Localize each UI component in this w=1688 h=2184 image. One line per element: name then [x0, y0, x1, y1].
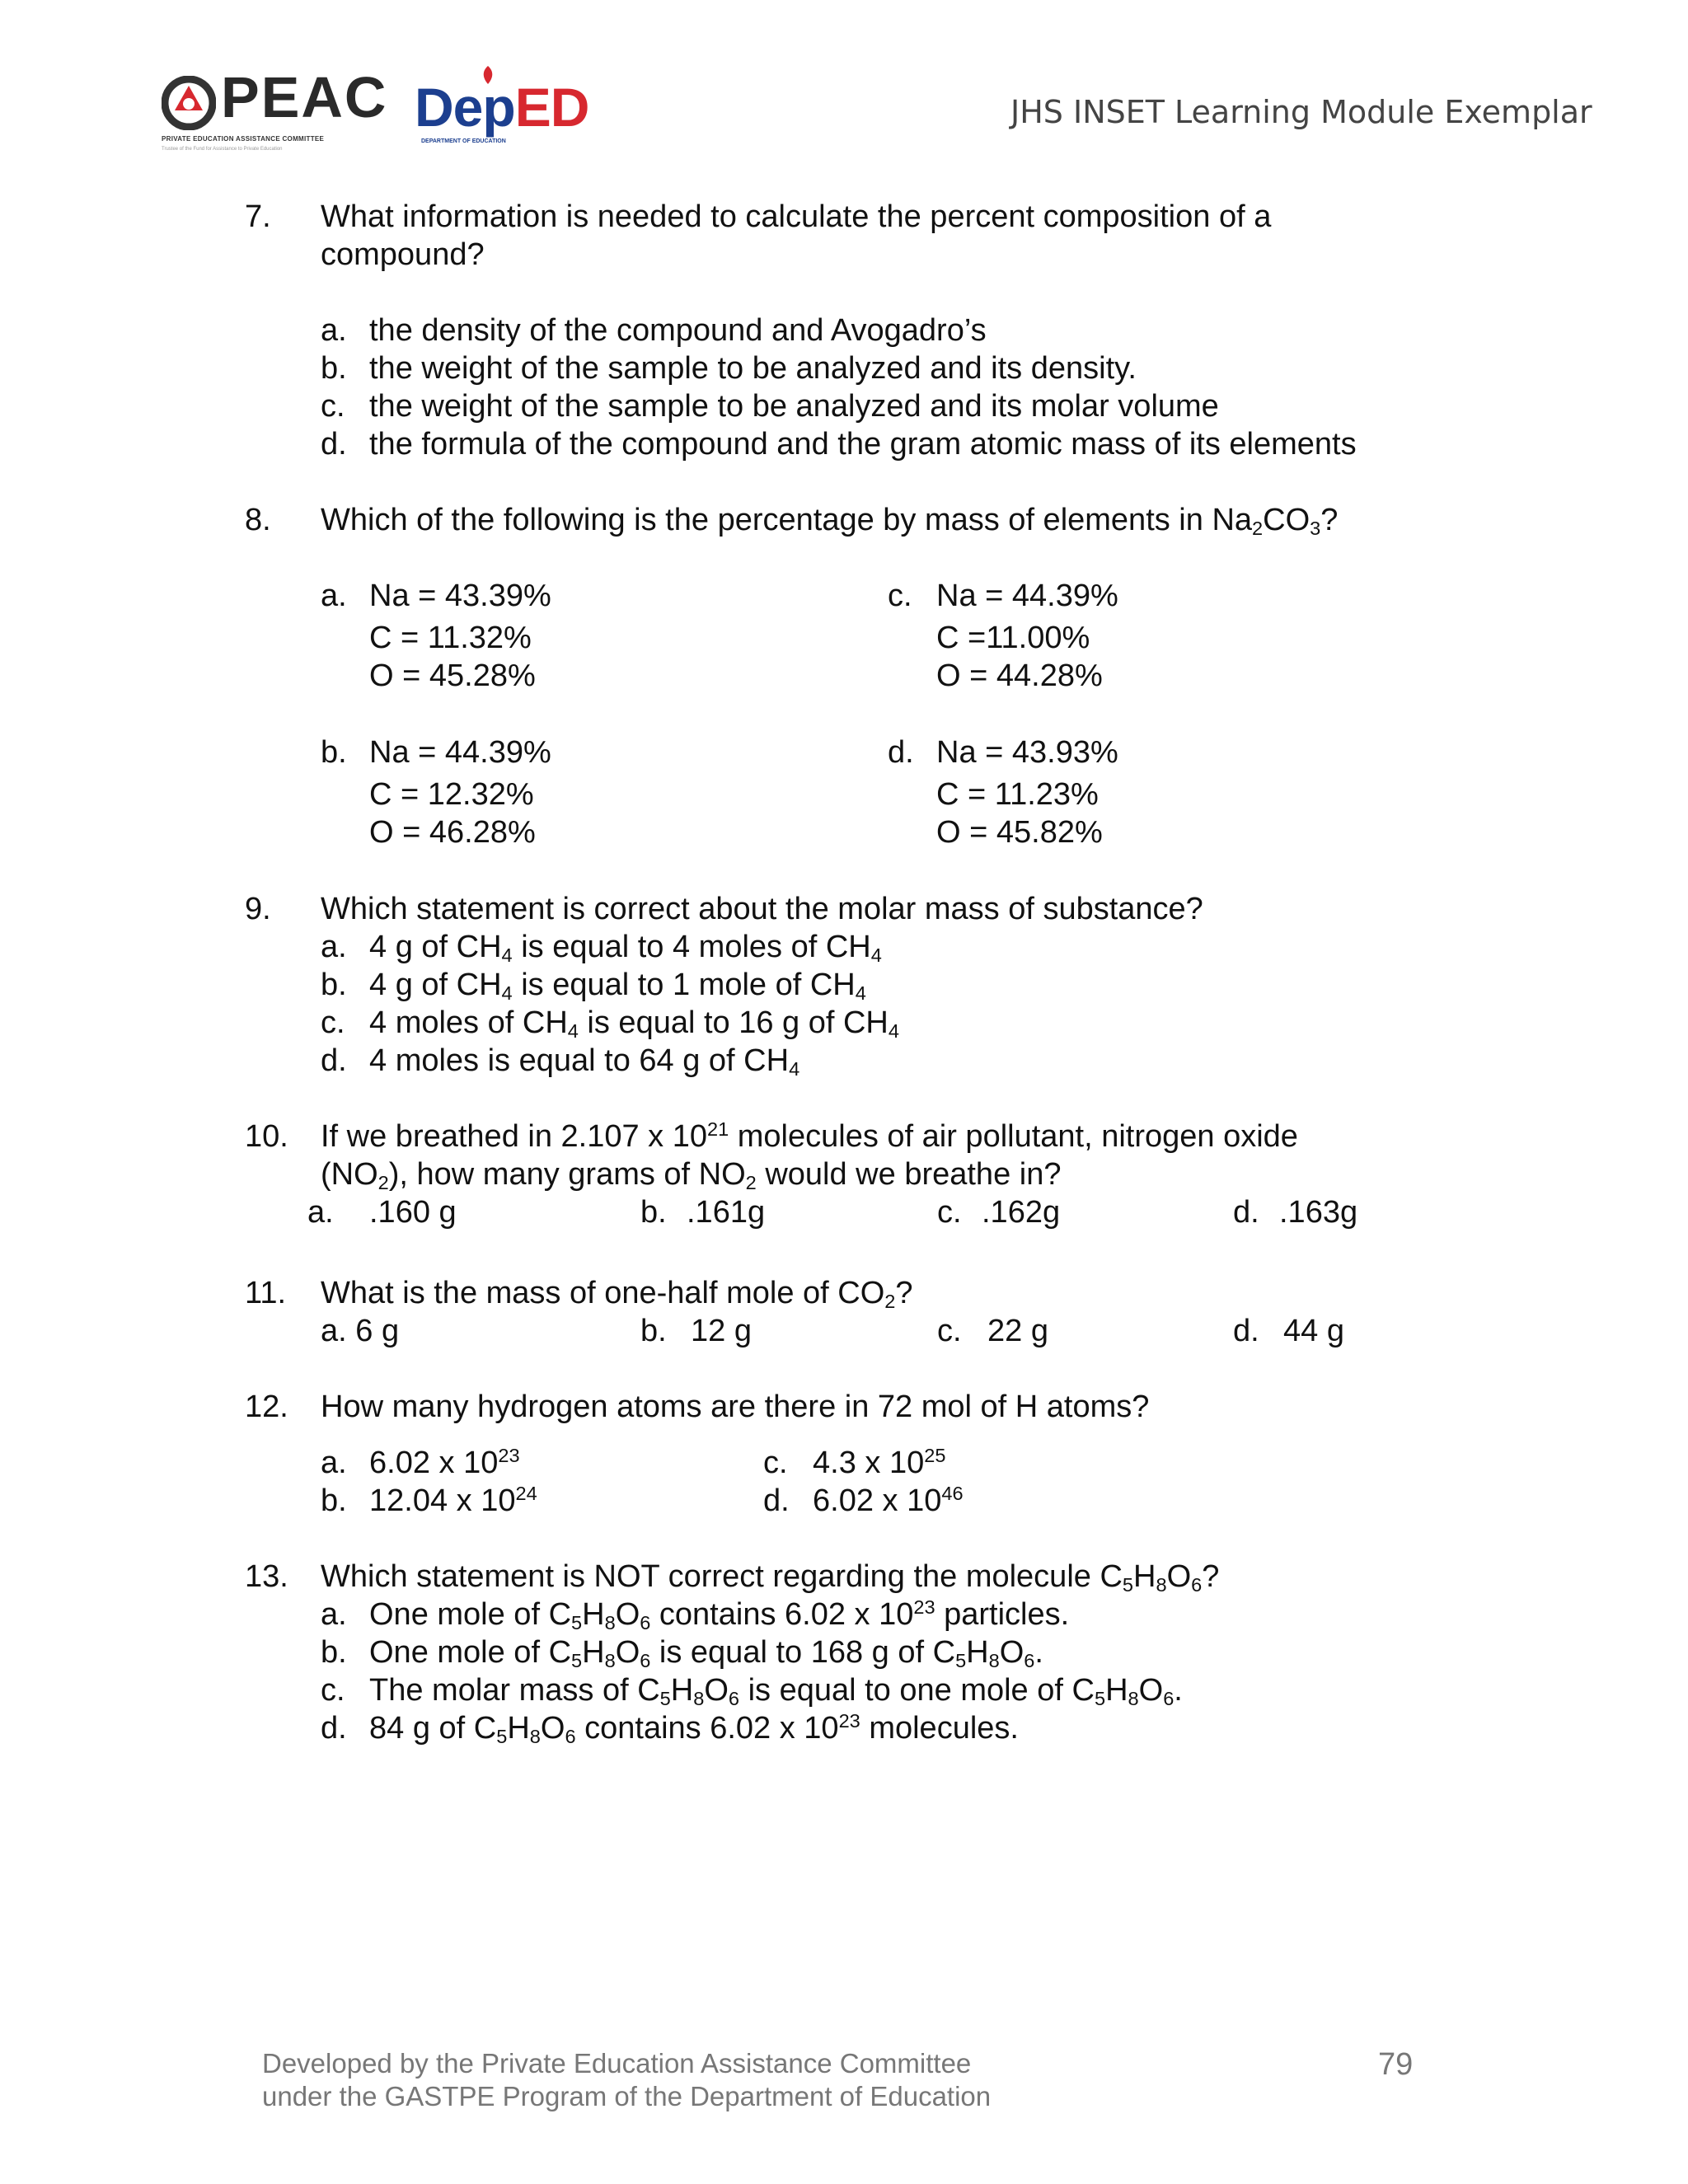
option-d: the formula of the compound and the gram atomic mass of its elements — [369, 427, 1357, 462]
option-label: a. — [321, 313, 347, 348]
option-b: One mole of $C_5H_8O_6$ is equal to 168 g of $C_5H_8O_6$. — [369, 1635, 1043, 1671]
option-label: a. — [321, 579, 347, 613]
option-label: d. — [1233, 1195, 1259, 1230]
option-a-c: C = 11.32% — [369, 621, 532, 655]
option-d: 4 moles is equal to 64 g of $CH_4$ — [369, 1043, 800, 1080]
option-b: 12 g — [691, 1314, 752, 1348]
option-c: 4.3 x $10^{25}$ — [813, 1445, 946, 1480]
page-number: 79 — [1378, 2047, 1414, 2082]
question-text: What information is needed to calculate the percent composition of a — [321, 199, 1272, 234]
option-label: b. — [321, 351, 347, 386]
option-label: b. — [321, 735, 347, 770]
option-a: a. 6 g — [321, 1314, 400, 1348]
option-b: 4 g of $CH_4$ is equal to 1 mole of $CH_4$ — [369, 968, 866, 1004]
option-c-c: C =11.00% — [936, 621, 1090, 655]
option-c: 22 g — [987, 1314, 1048, 1348]
option-b: 12.04 x $10^{24}$ — [369, 1483, 537, 1518]
option-a-o: O = 45.28% — [369, 658, 536, 693]
option-a: One mole of $C_5H_8O_6$ contains 6.02 x $10^{23}$ particles. — [369, 1596, 1070, 1633]
footer-line-2: under the GASTPE Program of the Department of Education — [262, 2081, 992, 2111]
question-number: 8. — [245, 503, 271, 537]
question-number: 12. — [245, 1390, 288, 1424]
deped-wordmark — [415, 76, 588, 138]
option-label: b. — [321, 968, 347, 1002]
option-label: d. — [888, 735, 914, 770]
deped-name-dep: Dep — [415, 77, 515, 138]
peac-name: PEAC — [221, 65, 388, 129]
option-c: The molar mass of $C_5H_8O_6$ is equal to one mole of $C_5H_8O_6$. — [369, 1673, 1183, 1709]
question-text: What is the mass of one-half mole of $CO_2$? — [321, 1276, 913, 1312]
option-b: .161g — [687, 1195, 766, 1230]
question-text: Which of the following is the percentage by mass of elements in $Na_2CO_3$? — [321, 503, 1339, 539]
peac-emblem-icon — [162, 76, 216, 130]
option-a: .160 g — [369, 1195, 457, 1230]
module-title: JHS INSET Learning Module Exemplar — [1010, 94, 1592, 130]
option-label: b. — [321, 1635, 347, 1670]
question-number: 9. — [245, 892, 271, 926]
option-a: 6.02 x $10^{23}$ — [369, 1445, 520, 1480]
question-number: 7. — [245, 199, 271, 234]
option-d-o: O = 45.82% — [936, 815, 1103, 850]
question-number: 13. — [245, 1559, 288, 1594]
question-text-continued: $(NO_2)$, how many grams of $NO_2$ would we breathe in? — [321, 1157, 1062, 1193]
question-number: 10. — [245, 1119, 288, 1154]
option-b-c: C = 12.32% — [369, 777, 534, 812]
option-c-na: Na = 44.39% — [936, 579, 1118, 613]
option-label: b. — [321, 1483, 347, 1518]
option-d: 44 g — [1283, 1314, 1344, 1348]
option-label: c. — [321, 1673, 345, 1708]
option-label: c. — [888, 579, 912, 613]
option-d: 84 g of $C_5H_8O_6$ contains 6.02 x $10^{23}$ molecules. — [369, 1710, 1019, 1747]
question-text: Which statement is NOT correct regarding the molecule $C_5H_8O_6$? — [321, 1559, 1220, 1596]
option-c: 4 moles of $CH_4$ is equal to 16 g of $CH_4$ — [369, 1005, 899, 1042]
deped-logo — [415, 64, 589, 155]
option-label: c. — [321, 389, 345, 424]
option-b-o: O = 46.28% — [369, 815, 536, 850]
question-text: If we breathed in 2.107 x $10^{21}$ molecules of air pollutant, nitrogen oxide — [321, 1118, 1298, 1154]
option-a: the density of the compound and Avogadro’s — [369, 313, 987, 348]
question-text: Which statement is correct about the molar mass of substance? — [321, 892, 1203, 926]
option-a: 4 g of $CH_4$ is equal to 4 moles of $CH_4$ — [369, 930, 882, 966]
peac-logo — [162, 65, 388, 160]
option-d-na: Na = 43.93% — [936, 735, 1118, 770]
option-label: c. — [763, 1446, 788, 1480]
option-d: 6.02 x $10^{46}$ — [813, 1483, 964, 1518]
question-text-continued: compound? — [321, 237, 485, 272]
question-number: 11. — [245, 1276, 287, 1310]
option-label: c. — [937, 1314, 962, 1348]
question-text: How many hydrogen atoms are there in 72 mol of H atoms? — [321, 1390, 1150, 1424]
option-label: c. — [321, 1005, 345, 1040]
option-label: d. — [321, 1711, 347, 1746]
option-label: a. — [321, 930, 347, 964]
option-label: d. — [321, 1043, 347, 1078]
option-label: a. — [321, 1597, 347, 1632]
deped-subtitle: DEPARTMENT OF EDUCATION — [421, 138, 506, 144]
deped-name-ed: ED — [514, 77, 589, 138]
option-c-o: O = 44.28% — [936, 658, 1103, 693]
footer-line-1: Developed by the Private Education Assistance Committee — [262, 2048, 972, 2079]
option-label: c. — [937, 1195, 962, 1230]
option-b-na: Na = 44.39% — [369, 735, 551, 770]
option-label: a. — [307, 1195, 334, 1230]
option-a-na: Na = 43.39% — [369, 579, 551, 613]
option-d-c: C = 11.23% — [936, 777, 1099, 812]
option-label: b. — [640, 1314, 667, 1348]
peac-tagline: Trustee of the Fund for Assistance to Private Education — [162, 147, 283, 152]
option-label: d. — [321, 427, 347, 462]
option-label: d. — [1233, 1314, 1259, 1348]
option-d: .163g — [1279, 1195, 1358, 1230]
peac-subtitle: PRIVATE EDUCATION ASSISTANCE COMMITTEE — [162, 135, 325, 143]
option-label: b. — [640, 1195, 667, 1230]
option-c: the weight of the sample to be analyzed and its molar volume — [369, 389, 1219, 424]
option-c: .162g — [982, 1195, 1061, 1230]
option-label: a. — [321, 1446, 347, 1480]
option-b: the weight of the sample to be analyzed and its density. — [369, 351, 1137, 386]
option-label: d. — [763, 1483, 790, 1518]
